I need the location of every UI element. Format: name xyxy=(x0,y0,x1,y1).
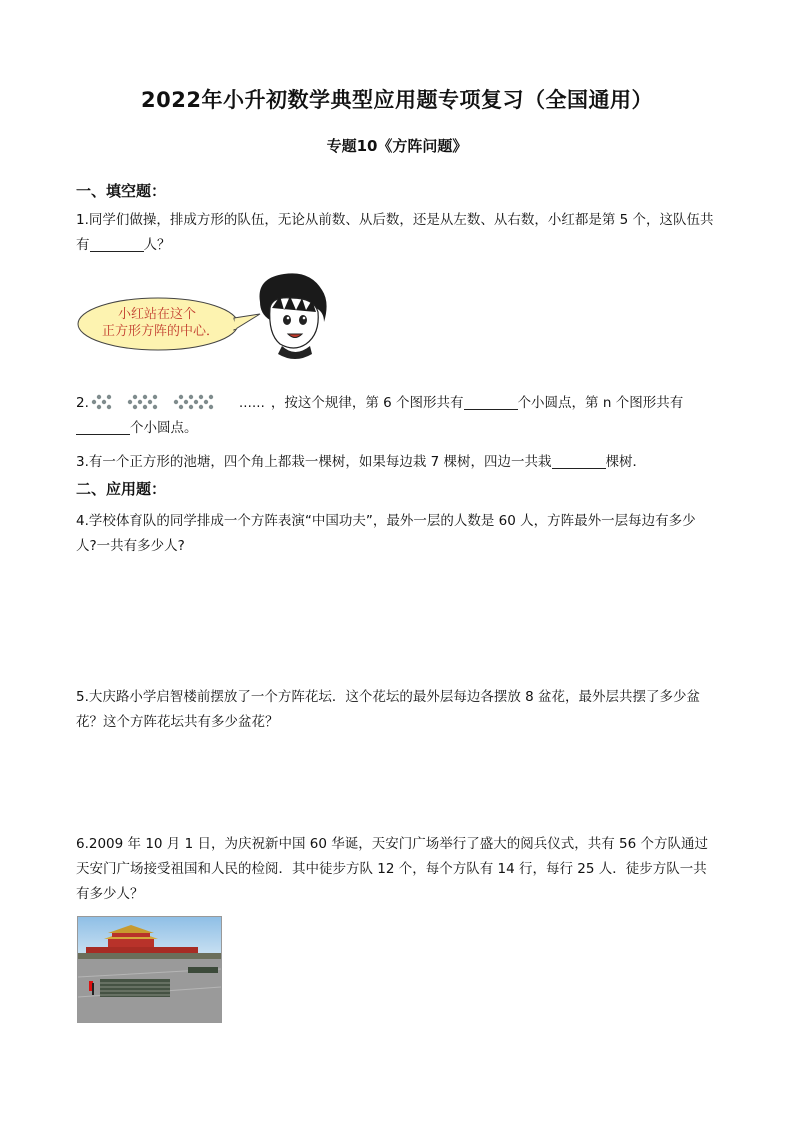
bubble-line-1: 小红站在这个 xyxy=(118,307,197,322)
answer-blank[interactable] xyxy=(76,418,130,435)
dot-figure-2 xyxy=(128,395,157,409)
question-5: 5.大庆路小学启智楼前摆放了一个方阵花坛．这个花坛的最外层每边各摆放 8 盆花，最外层共摆了多少盆花？这个方阵花坛共有多少盆花？ xyxy=(76,689,701,730)
question-3-tail: 棵树． xyxy=(605,454,647,470)
document-subtitle: 专题10《方阵问题》 xyxy=(326,137,468,155)
question-1-tail: 人？ xyxy=(143,237,171,253)
dot-pattern-figures xyxy=(89,392,229,412)
dot-figure-3 xyxy=(174,395,213,409)
q1-illustration xyxy=(74,272,334,364)
question-4: 4.学校体育队的同学排成一个方阵表演“中国功夫”，最外一层的人数是 60 人，方阵最外一层每边有多少人?一共有多少人? xyxy=(76,513,696,554)
question-2 xyxy=(76,391,716,441)
question-2-text-b: 个小圆点，第 n 个图形共有 xyxy=(517,395,684,411)
speech-bubble xyxy=(78,298,260,350)
tiananmen-parade-photo xyxy=(77,916,222,1023)
bubble-line-2: 正方形方阵的中心． xyxy=(102,324,220,339)
question-3 xyxy=(76,450,716,475)
question-6: 6.2009 年 10 月 1 日，为庆祝新中国 60 华诞，天安门广场举行了盛大的阅兵仪式，共有 56 个方队通过天安门广场接受祖国和人民的检阅．其中徒步方队 12 个，每个方队有 14 行，每行 25 人．徒步方队一共有多少人？ xyxy=(76,836,708,902)
answer-blank[interactable] xyxy=(90,235,144,252)
section-fill-heading: 一、填空题： xyxy=(76,182,167,200)
document-title: 2022年小升初数学典型应用题专项复习（全国通用） xyxy=(141,88,653,112)
question-3-text: 3.有一个正方形的池塘，四个角上都栽一棵树，如果每边栽 7 棵树，四边一共栽 xyxy=(76,454,552,470)
question-2-text: ，按这个规律，第 6 个图形共有 xyxy=(270,395,464,411)
section-apply-heading: 二、应用题： xyxy=(76,480,167,498)
question-2-text-c: 个小圆点。 xyxy=(130,420,198,436)
ellipsis: …… xyxy=(238,396,265,411)
dot-figure-1 xyxy=(92,395,111,409)
answer-blank[interactable] xyxy=(552,452,606,469)
question-1-text: 1.同学们做操，排成方形的队伍，无论从前数、从后数，还是从左数、从右数，小红都是第 5 个，这队伍共有 xyxy=(76,212,714,253)
cartoon-girl-icon xyxy=(260,273,327,359)
question-2-number: 2. xyxy=(76,395,89,411)
answer-blank[interactable] xyxy=(464,393,518,410)
question-1 xyxy=(76,208,716,258)
